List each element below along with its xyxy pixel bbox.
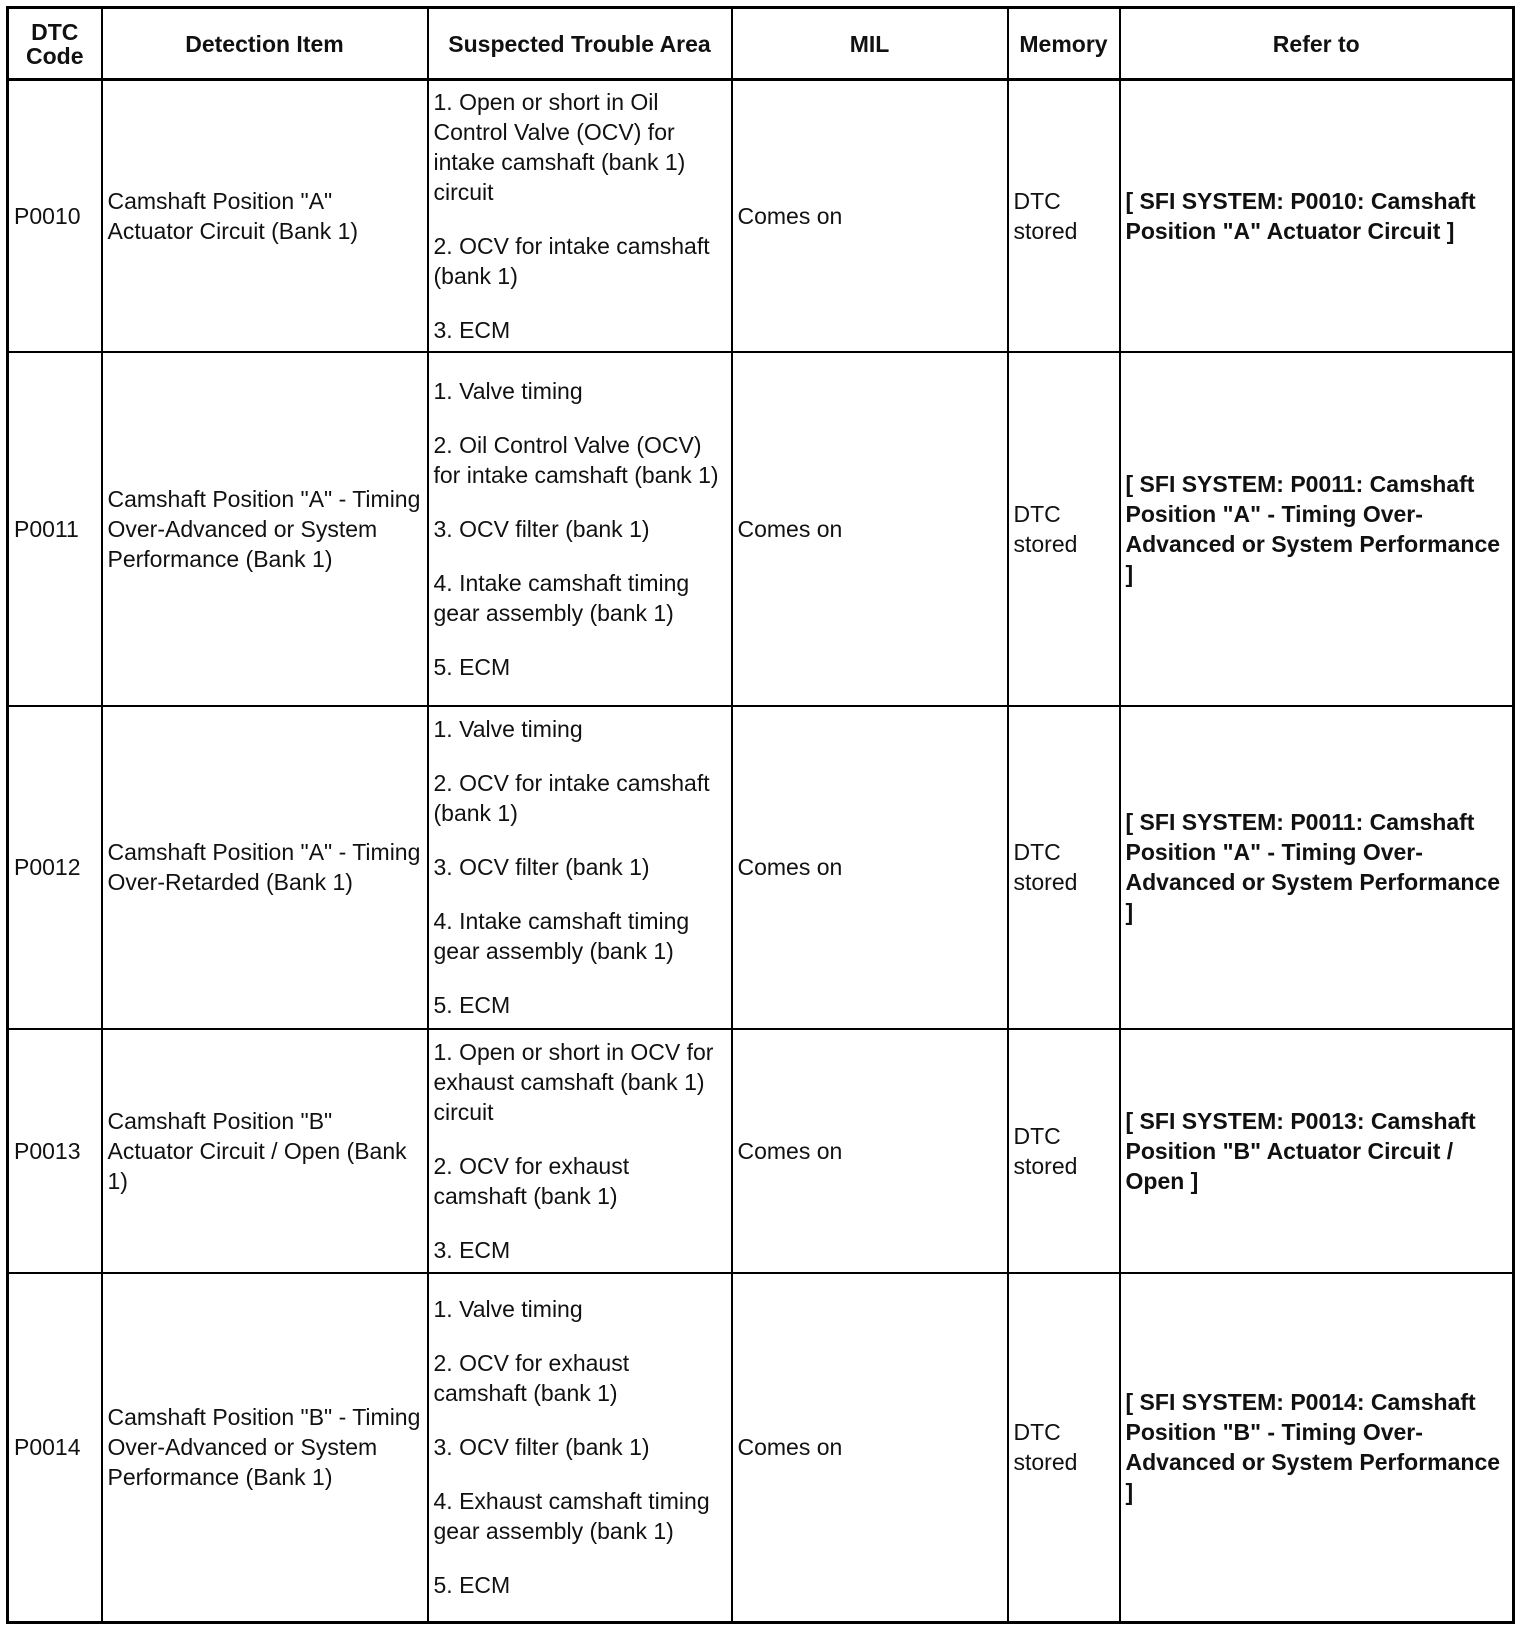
- trouble-item: 5. ECM: [433, 653, 511, 680]
- trouble-item: 3. ECM: [433, 316, 511, 343]
- trouble-area: [428, 706, 732, 1029]
- dtc-code: P0013: [8, 1029, 102, 1273]
- trouble-area: [428, 1273, 732, 1623]
- dtc-code: P0010: [8, 80, 102, 352]
- trouble-item: 4. Intake camshaft timing gear assembly (bank 1): [433, 569, 690, 626]
- header-refer-to: Refer to: [1120, 8, 1514, 80]
- dtc-code: P0011: [8, 352, 102, 706]
- table-row: [8, 1273, 1514, 1623]
- memory-status: DTC stored: [1008, 352, 1120, 706]
- header-dtc-code: DTC Code: [8, 8, 102, 80]
- header-memory: Memory: [1008, 8, 1120, 80]
- trouble-item: 1. Valve timing: [433, 377, 583, 404]
- mil-status: Comes on: [732, 80, 1008, 352]
- detection-item: Camshaft Position "B" Actuator Circuit / Open (Bank 1): [102, 1029, 428, 1273]
- table-row: [8, 1029, 1514, 1273]
- trouble-area: [428, 80, 732, 352]
- dtc-table: [6, 6, 1515, 1624]
- trouble-item: 1. Valve timing: [433, 716, 583, 742]
- trouble-area: [428, 1029, 732, 1273]
- refer-link[interactable]: [ SFI SYSTEM: P0014: Camshaft Position "B" - Timing Over-Advanced or System Performance ]: [1120, 1273, 1514, 1623]
- table-header-row: [8, 8, 1514, 80]
- trouble-item: 5. ECM: [433, 992, 511, 1018]
- trouble-item: 2. OCV for exhaust camshaft (bank 1): [433, 1350, 630, 1407]
- detection-item: Camshaft Position "A" Actuator Circuit (Bank 1): [102, 80, 428, 352]
- mil-status: Comes on: [732, 352, 1008, 706]
- table-row: [8, 80, 1514, 352]
- header-detection-item: Detection Item: [102, 8, 428, 80]
- refer-link[interactable]: [ SFI SYSTEM: P0011: Camshaft Position "A" - Timing Over-Advanced or System Performance ]: [1120, 352, 1514, 706]
- memory-status: DTC stored: [1008, 706, 1120, 1029]
- trouble-item: 1. Valve timing: [433, 1296, 583, 1323]
- table-row: [8, 352, 1514, 706]
- trouble-item: 2. OCV for intake camshaft (bank 1): [433, 232, 710, 289]
- detection-item: Camshaft Position "A" - Timing Over-Advanced or System Performance (Bank 1): [102, 352, 428, 706]
- dtc-code: P0012: [8, 706, 102, 1029]
- trouble-area: [428, 352, 732, 706]
- trouble-item: 3. ECM: [433, 1236, 511, 1263]
- memory-status: DTC stored: [1008, 1273, 1120, 1623]
- header-mil: MIL: [732, 8, 1008, 80]
- trouble-item: 1. Open or short in OCV for exhaust camshaft (bank 1) circuit: [433, 1038, 714, 1125]
- detection-item: Camshaft Position "B" - Timing Over-Advanced or System Performance (Bank 1): [102, 1273, 428, 1623]
- mil-status: Comes on: [732, 706, 1008, 1029]
- mil-status: Comes on: [732, 1029, 1008, 1273]
- dtc-code: P0014: [8, 1273, 102, 1623]
- refer-link[interactable]: [ SFI SYSTEM: P0011: Camshaft Position "A" - Timing Over-Advanced or System Performance ]: [1120, 706, 1514, 1029]
- refer-link[interactable]: [ SFI SYSTEM: P0013: Camshaft Position "B" Actuator Circuit / Open ]: [1120, 1029, 1514, 1273]
- trouble-item: 2. Oil Control Valve (OCV) for intake camshaft (bank 1): [433, 431, 719, 488]
- table-row: [8, 706, 1514, 1029]
- trouble-item: 5. ECM: [433, 1572, 511, 1599]
- trouble-item: 3. OCV filter (bank 1): [433, 515, 650, 542]
- header-trouble-area: Suspected Trouble Area: [428, 8, 732, 80]
- trouble-item: 2. OCV for intake camshaft (bank 1): [433, 770, 710, 826]
- trouble-item: 1. Open or short in Oil Control Valve (OCV) for intake camshaft (bank 1) circuit: [433, 88, 686, 205]
- trouble-item: 4. Exhaust camshaft timing gear assembly (bank 1): [433, 1488, 710, 1545]
- trouble-item: 3. OCV filter (bank 1): [433, 1434, 650, 1461]
- detection-item: Camshaft Position "A" - Timing Over-Retarded (Bank 1): [102, 706, 428, 1029]
- mil-status: Comes on: [732, 1273, 1008, 1623]
- trouble-item: 3. OCV filter (bank 1): [433, 854, 650, 880]
- refer-link[interactable]: [ SFI SYSTEM: P0010: Camshaft Position "A" Actuator Circuit ]: [1120, 80, 1514, 352]
- trouble-item: 4. Intake camshaft timing gear assembly (bank 1): [433, 908, 690, 964]
- trouble-item: 2. OCV for exhaust camshaft (bank 1): [433, 1152, 630, 1209]
- memory-status: DTC stored: [1008, 80, 1120, 352]
- memory-status: DTC stored: [1008, 1029, 1120, 1273]
